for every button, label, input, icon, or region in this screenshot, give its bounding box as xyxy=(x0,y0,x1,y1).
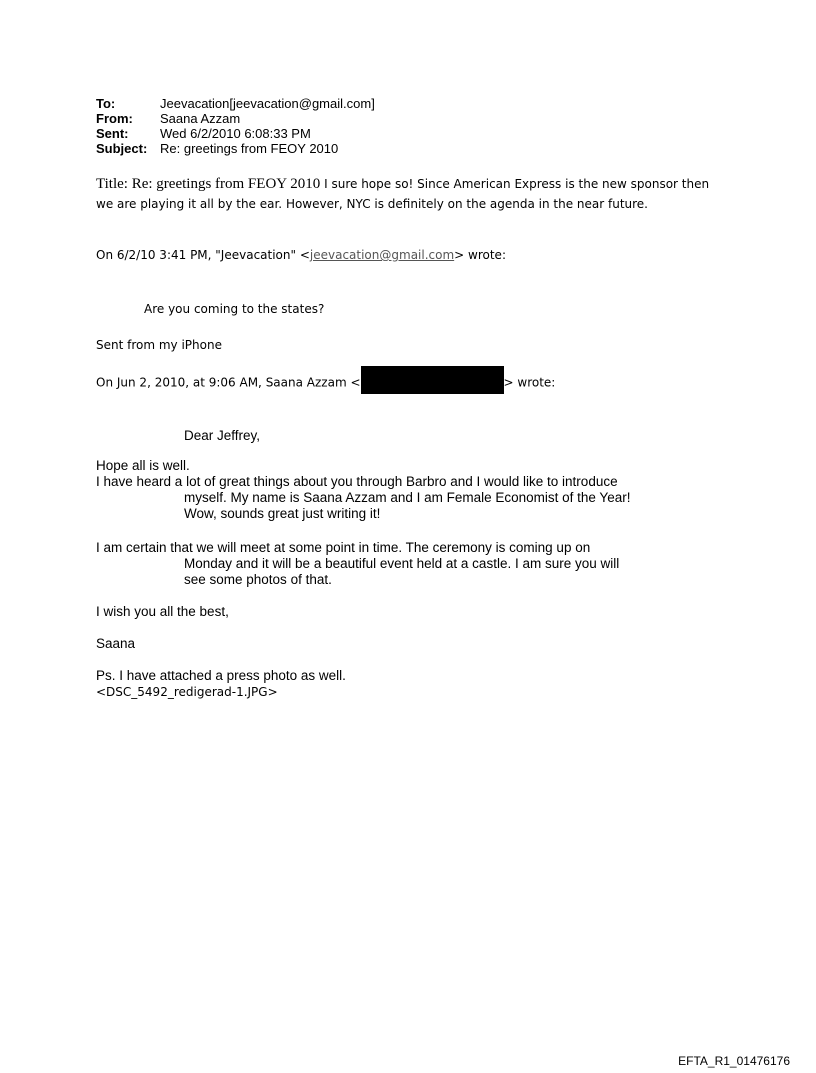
redaction-box xyxy=(361,366,504,394)
letter-line-7: see some photos of that. xyxy=(184,572,332,587)
letter-line-2: I have heard a lot of great things about you through Barbro and I would like to introduce xyxy=(96,474,618,489)
sent-row xyxy=(96,126,375,141)
email-link[interactable]: jeevacation@gmail.com xyxy=(309,248,455,262)
attachment-name: <DSC_5492_redigerad-1.JPG> xyxy=(96,685,278,699)
letter-line-1: Hope all is well. xyxy=(96,458,190,473)
reply-line-2: we are playing it all by the ear. However, NYC is definitely on the agenda in the near future. xyxy=(96,197,648,211)
sent-value: Wed 6/2/2010 6:08:33 PM xyxy=(160,126,311,141)
quote2-prefix: On Jun 2, 2010, at 9:06 AM, Saana Azzam < xyxy=(96,375,361,390)
from-row xyxy=(96,111,375,126)
quote1-suffix: > wrote: xyxy=(454,248,506,262)
quote-header-2 xyxy=(96,372,555,394)
subject-row xyxy=(96,141,375,156)
question-text: Are you coming to the states? xyxy=(144,302,325,316)
quote2-suffix: > wrote: xyxy=(503,375,556,390)
to-label: To: xyxy=(96,96,116,111)
letter-paragraph-1 xyxy=(96,458,630,522)
from-label: From: xyxy=(96,111,133,126)
letter-closing: I wish you all the best, xyxy=(96,604,229,619)
letter-ps: Ps. I have attached a press photo as well. xyxy=(96,668,346,683)
letter-signature: Saana xyxy=(96,636,136,651)
letter-line-3: myself. My name is Saana Azzam and I am Female Economist of the Year! xyxy=(184,490,631,505)
sent-label: Sent: xyxy=(96,126,129,141)
document-id: EFTA_R1_01476176 xyxy=(678,1054,790,1068)
letter-paragraph-2 xyxy=(96,540,619,588)
sent-from-line: Sent from my iPhone xyxy=(96,338,222,352)
greeting-text: Dear Jeffrey, xyxy=(184,428,261,443)
to-row xyxy=(96,96,375,111)
quote1-prefix: On 6/2/10 3:41 PM, "Jeevacation" < xyxy=(96,248,310,262)
to-value: Jeevacation[jeevacation@gmail.com] xyxy=(160,96,375,111)
letter-greeting xyxy=(96,428,260,444)
letter-line-4: Wow, sounds great just writing it! xyxy=(184,506,381,521)
letter-line-5: I am certain that we will meet at some point in time. The ceremony is coming up on xyxy=(96,540,591,555)
subject-label: Subject: xyxy=(96,141,148,156)
reply-line-1: I sure hope so! Since American Express is the new sponsor then xyxy=(320,177,710,191)
reply-body xyxy=(96,174,736,214)
message-title: Title: Re: greetings from FEOY 2010 xyxy=(96,176,321,192)
letter-line-6: Monday and it will be a beautiful event held at a castle. I am sure you will xyxy=(184,556,620,571)
quote-header-1 xyxy=(96,247,506,263)
email-header xyxy=(96,96,375,156)
subject-value: Re: greetings from FEOY 2010 xyxy=(160,141,339,156)
from-value: Saana Azzam xyxy=(160,111,241,126)
